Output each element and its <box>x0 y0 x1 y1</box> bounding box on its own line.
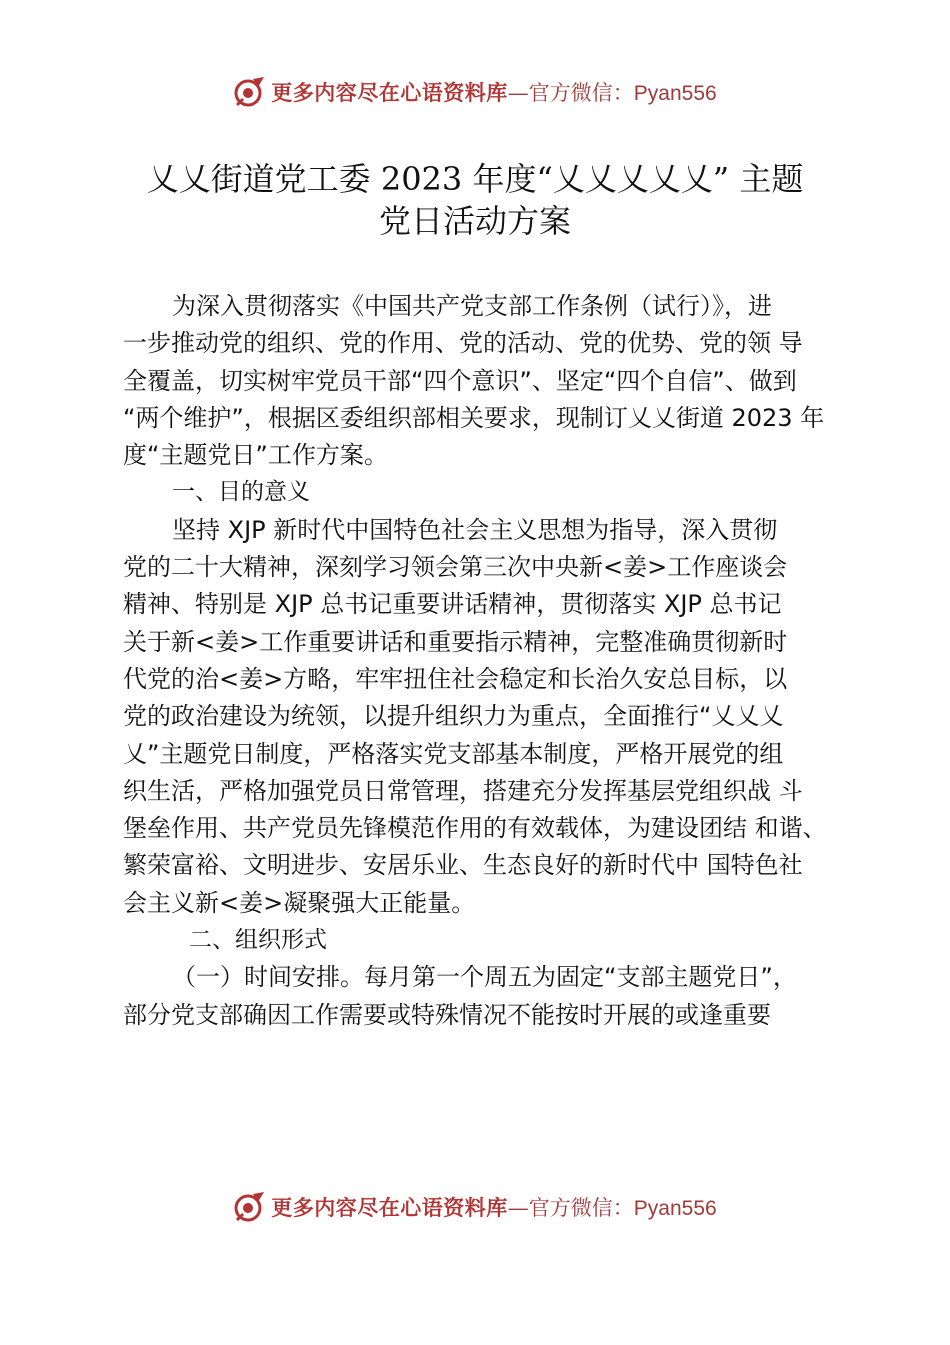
document-title <box>100 158 850 242</box>
body-line: 坚持 XJP 新时代中国特色社会主义思想为指导，深入贯彻 <box>172 515 778 544</box>
body-line: 为深入贯彻落实《中国共产党支部工作条例（试行）》，进 <box>172 292 772 320</box>
banner-contact <box>508 77 717 107</box>
header-watermark-banner <box>0 72 950 112</box>
wechat-id: Pyan556 <box>633 82 717 105</box>
document-body <box>123 288 828 1034</box>
body-line: 全覆盖，切实树牢党员干部“四个意识”、坚定“四个自信”、做到 <box>123 366 797 395</box>
body-line: 党的二十大精神，深刻学习领会第三次中央新<姜>工作座谈会 <box>123 553 788 582</box>
body-line: 织生活，严格加强党员日常管理，搭建充分发挥基层党组织战 斗 <box>123 776 803 805</box>
body-line: 一步推动党的组织、党的作用、党的活动、党的优势、党的领 导 <box>123 329 803 358</box>
body-line: “两个维护”，根据区委组织部相关要求，现制订乂乂街道 2023 年 <box>123 403 825 432</box>
banner-contact-label: —官方微信： <box>507 81 634 105</box>
brand-logo-icon <box>233 75 267 109</box>
body-line: （一）时间安排。每月第一个周五为固定“支部主题党日”， <box>172 963 797 992</box>
banner-contact-label: —官方微信： <box>507 1196 634 1220</box>
body-line: 乂”主题党日制度，严格落实党支部基本制度，严格开展党的组 <box>123 739 784 768</box>
section-heading-1: 一、目的意义 <box>172 479 310 506</box>
title-line-2: 党日活动方案 <box>378 202 571 240</box>
body-line: 关于新<姜>工作重要讲话和重要指示精神，完整准确贯彻新时 <box>123 627 788 656</box>
body-line: 党的政治建设为统领，以提升组织力为重点，全面推行“乂乂乂 <box>123 702 784 731</box>
body-line: 堡垒作用、共产党员先锋模范作用的有效载体，为建设团结 和谐、 <box>123 814 827 843</box>
body-line: 度“主题党日”工作方案。 <box>123 441 388 470</box>
body-line: 精神、特别是 XJP 总书记重要讲话精神，贯彻落实 XJP 总书记 <box>123 590 782 619</box>
banner-slogan: 更多内容尽在心语资料库 <box>271 1195 508 1220</box>
wechat-id: Pyan556 <box>633 1197 717 1220</box>
banner-contact <box>508 1192 717 1222</box>
footer-watermark-banner <box>0 1187 950 1227</box>
body-line: 部分党支部确因工作需要或特殊情况不能按时开展的或逢重要 <box>123 1000 771 1029</box>
banner-slogan: 更多内容尽在心语资料库 <box>271 80 508 105</box>
body-line: 繁荣富裕、文明进步、安居乐业、生态良好的新时代中 国特色社 <box>123 851 803 880</box>
section-heading-2: 二、组织形式 <box>189 927 327 954</box>
body-line: 代党的治<姜>方略，牢牢扭住社会稳定和长治久安总目标，以 <box>123 664 788 693</box>
brand-logo-icon <box>233 1190 267 1224</box>
body-line: 会主义新<姜>凝聚强大正能量。 <box>123 888 476 917</box>
title-line-1: 乂乂街道党工委 2023 年度“乂乂乂乂乂” 主题 <box>146 160 804 198</box>
